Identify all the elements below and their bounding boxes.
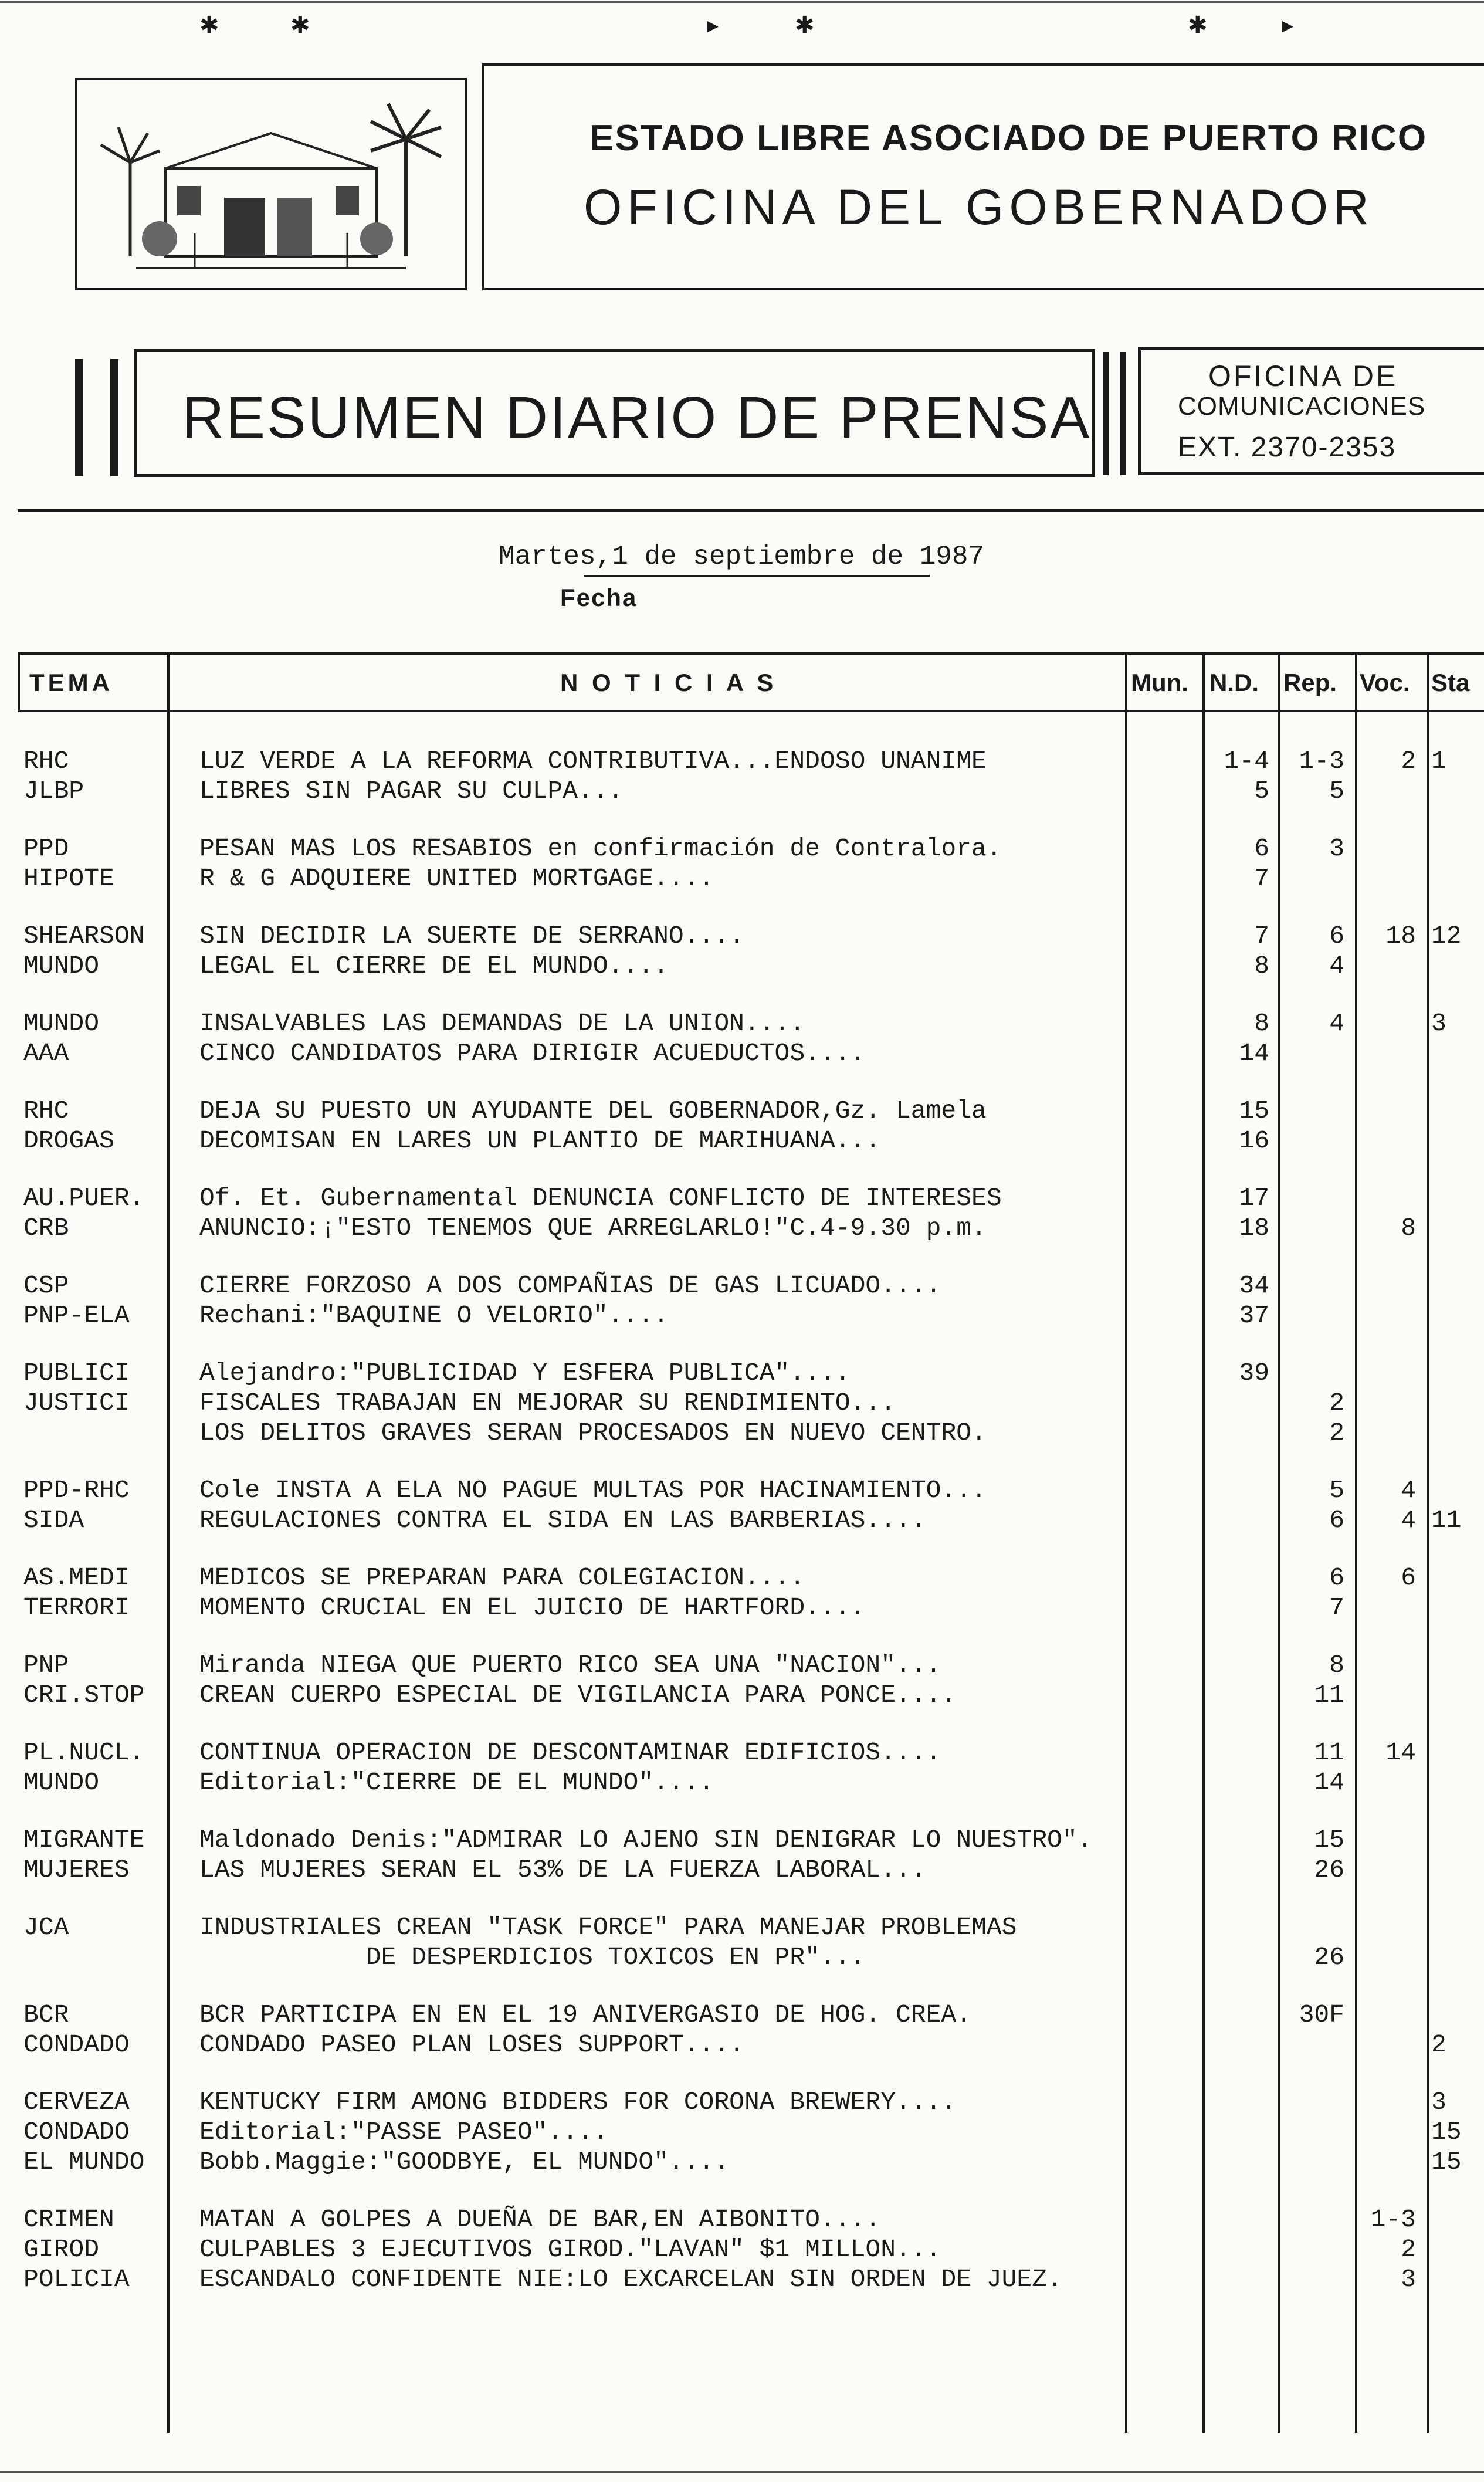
cell-tema: AAA — [23, 1039, 69, 1068]
cell-nd: 5 — [1254, 777, 1269, 805]
banner-divider — [18, 509, 1484, 512]
cell-voc: 4 — [1401, 1506, 1416, 1535]
cell-nd: 37 — [1239, 1301, 1269, 1330]
cell-noticia: LEGAL EL CIERRE DE EL MUNDO.... — [199, 952, 669, 980]
cell-tema: JLBP — [23, 777, 84, 805]
date-value: Martes,1 de septiembre de 1987 — [499, 541, 985, 572]
cell-noticia: CONDADO PASEO PLAN LOSES SUPPORT.... — [199, 2030, 744, 2059]
cell-noticia: CINCO CANDIDATOS PARA DIRIGIR ACUEDUCTOS.... — [199, 1039, 866, 1068]
cell-noticia: Editorial:"PASSE PASEO".... — [199, 2118, 608, 2146]
bottom-edge-line — [0, 2471, 1484, 2473]
cell-noticia: MEDICOS SE PREPARAN PARA COLEGIACION.... — [199, 1563, 805, 1592]
cell-noticia: Of. Et. Gubernamental DENUNCIA CONFLICTO DE INTERESES — [199, 1184, 1002, 1213]
cell-noticia: KENTUCKY FIRM AMONG BIDDERS FOR CORONA BREWERY.... — [199, 2088, 957, 2117]
date-underline — [584, 575, 930, 577]
cell-tema: EL MUNDO — [23, 2148, 145, 2176]
cell-noticia: BCR PARTICIPA EN EN EL 19 ANIVERGASIO DE HOG. CREA. — [199, 2000, 972, 2029]
cell-tema: MUJERES — [23, 1855, 130, 1884]
scan-speck: ▸ — [707, 12, 719, 38]
cell-nd: 14 — [1239, 1039, 1269, 1068]
cell-tema: MUNDO — [23, 952, 100, 980]
cell-noticia: MOMENTO CRUCIAL EN EL JUICIO DE HARTFORD.... — [199, 1593, 866, 1622]
building-illustration-icon — [77, 80, 465, 288]
cell-nd: 7 — [1254, 922, 1269, 950]
cell-voc: 2 — [1401, 2235, 1416, 2264]
cell-noticia: LIBRES SIN PAGAR SU CULPA... — [199, 777, 624, 805]
cell-voc: 3 — [1401, 2265, 1416, 2294]
banner-bar-left-2 — [110, 359, 118, 476]
cell-sta: 12 — [1431, 922, 1462, 950]
office-line1: OFICINA DE — [1208, 360, 1398, 392]
cell-noticia: CIERRE FORZOSO A DOS COMPAÑIAS DE GAS LICUADO.... — [199, 1271, 941, 1300]
cell-tema: PUBLICI — [23, 1359, 130, 1387]
cell-voc: 6 — [1401, 1563, 1416, 1592]
col-divider-voc — [1427, 652, 1429, 2433]
top-edge-line — [0, 1, 1484, 3]
cell-sta: 15 — [1431, 2118, 1462, 2146]
cell-tema: MIGRANTE — [23, 1826, 145, 1854]
cell-sta: 3 — [1431, 1009, 1446, 1038]
col-divider-nd — [1278, 652, 1280, 2433]
cell-tema: RHC — [23, 747, 69, 776]
cell-tema: DROGAS — [23, 1126, 114, 1155]
cell-voc: 2 — [1401, 747, 1416, 776]
cell-rep: 15 — [1314, 1826, 1344, 1854]
banner-bar-right-1 — [1103, 352, 1109, 475]
cell-noticia: Rechani:"BAQUINE O VELORIO".... — [199, 1301, 669, 1330]
cell-nd: 18 — [1239, 1214, 1269, 1242]
cell-tema: HIPOTE — [23, 864, 114, 893]
cell-rep: 4 — [1329, 952, 1344, 980]
cell-rep: 30F — [1299, 2000, 1344, 2029]
cell-noticia: Bobb.Maggie:"GOODBYE, EL MUNDO".... — [199, 2148, 730, 2176]
cell-noticia: Miranda NIEGA QUE PUERTO RICO SEA UNA "NACION"... — [199, 1651, 941, 1680]
cell-noticia: Maldonado Denis:"ADMIRAR LO AJENO SIN DENIGRAR LO NUESTRO". — [199, 1826, 1093, 1854]
cell-nd: 39 — [1239, 1359, 1269, 1387]
cell-rep: 1-3 — [1299, 747, 1344, 776]
date-label: Fecha — [560, 584, 638, 611]
table-top-line — [18, 652, 1484, 655]
cell-voc: 4 — [1401, 1476, 1416, 1505]
cell-noticia: LOS DELITOS GRAVES SERAN PROCESADOS EN NUEVO CENTRO. — [199, 1418, 987, 1447]
cell-noticia: DE DESPERDICIOS TOXICOS EN PR"... — [199, 1943, 866, 1972]
cell-tema: AS.MEDI — [23, 1563, 130, 1592]
scan-speck: ✱ — [290, 12, 310, 38]
cell-noticia: R & G ADQUIERE UNITED MORTGAGE.... — [199, 864, 714, 893]
cell-tema: CRI.STOP — [23, 1681, 145, 1709]
cell-noticia: Cole INSTA A ELA NO PAGUE MULTAS POR HACINAMIENTO... — [199, 1476, 987, 1505]
cell-tema: CERVEZA — [23, 2088, 130, 2117]
scan-speck: ✱ — [199, 12, 219, 38]
cell-tema: SHEARSON — [23, 922, 145, 950]
cell-sta: 3 — [1431, 2088, 1446, 2117]
cell-tema: PPD — [23, 834, 69, 863]
cell-noticia: FISCALES TRABAJAN EN MEJORAR SU RENDIMIENTO... — [199, 1389, 896, 1417]
cell-nd: 16 — [1239, 1126, 1269, 1155]
cell-rep: 6 — [1329, 1506, 1344, 1535]
cell-noticia: Editorial:"CIERRE DE EL MUNDO".... — [199, 1768, 714, 1797]
cell-rep: 11 — [1314, 1681, 1344, 1709]
cell-noticia: MATAN A GOLPES A DUEÑA DE BAR,EN AIBONITO.... — [199, 2205, 881, 2234]
cell-sta: 1 — [1431, 747, 1446, 776]
cell-noticia: ESCANDALO CONFIDENTE NIE:LO EXCARCELAN SIN ORDEN DE JUEZ. — [199, 2265, 1062, 2294]
cell-rep: 5 — [1329, 777, 1344, 805]
cell-noticia: CREAN CUERPO ESPECIAL DE VIGILANCIA PARA PONCE.... — [199, 1681, 957, 1709]
cell-tema: PPD-RHC — [23, 1476, 130, 1505]
cell-tema: CONDADO — [23, 2030, 130, 2059]
table-left-border — [18, 652, 20, 712]
cell-rep: 7 — [1329, 1593, 1344, 1622]
cell-nd: 15 — [1239, 1096, 1269, 1125]
cell-noticia: Alejandro:"PUBLICIDAD Y ESFERA PUBLICA".... — [199, 1359, 851, 1387]
cell-tema: CSP — [23, 1271, 69, 1300]
cell-noticia: ANUNCIO:¡"ESTO TENEMOS QUE ARREGLARLO!"C.4-9.30 p.m. — [199, 1214, 987, 1242]
cell-nd: 6 — [1254, 834, 1269, 863]
cell-tema: SIDA — [23, 1506, 84, 1535]
scan-speck: ▸ — [1282, 12, 1294, 38]
cell-noticia: LUZ VERDE A LA REFORMA CONTRIBUTIVA...ENDOSO UNANIME — [199, 747, 987, 776]
col-header-tema: TEMA — [29, 669, 113, 696]
cell-voc: 1-3 — [1370, 2205, 1416, 2234]
cell-sta: 15 — [1431, 2148, 1462, 2176]
cell-nd: 7 — [1254, 864, 1269, 893]
cell-sta: 11 — [1431, 1506, 1462, 1535]
col-header-noticias: N O T I C I A S — [560, 669, 777, 696]
cell-rep: 5 — [1329, 1476, 1344, 1505]
cell-nd: 8 — [1254, 952, 1269, 980]
cell-rep: 2 — [1329, 1389, 1344, 1417]
cell-noticia: PESAN MAS LOS RESABIOS en confirmación de Contralora. — [199, 834, 1002, 863]
cell-noticia: INDUSTRIALES CREAN "TASK FORCE" PARA MANEJAR PROBLEMAS — [199, 1913, 1017, 1942]
cell-nd: 8 — [1254, 1009, 1269, 1038]
cell-tema: RHC — [23, 1096, 69, 1125]
cell-noticia: DEJA SU PUESTO UN AYUDANTE DEL GOBERNADOR,Gz. Lamela — [199, 1096, 987, 1125]
header-title-box — [482, 63, 1484, 290]
cell-tema: PNP — [23, 1651, 69, 1680]
cell-tema: GIROD — [23, 2235, 100, 2264]
banner-bar-left-1 — [75, 359, 83, 476]
cell-sta: 2 — [1431, 2030, 1446, 2059]
col-header-rep: Rep. — [1283, 669, 1337, 696]
cell-tema: PL.NUCL. — [23, 1738, 145, 1767]
cell-tema: MUNDO — [23, 1009, 100, 1038]
cell-rep: 26 — [1314, 1855, 1344, 1884]
col-divider-mun — [1202, 652, 1205, 2433]
col-divider-tema — [167, 652, 170, 2433]
header-line1: ESTADO LIBRE ASOCIADO DE PUERTO RICO — [589, 118, 1428, 158]
cell-tema: JCA — [23, 1913, 69, 1942]
cell-rep: 26 — [1314, 1943, 1344, 1972]
cell-noticia: REGULACIONES CONTRA EL SIDA EN LAS BARBERIAS.... — [199, 1506, 926, 1535]
cell-nd: 1-4 — [1224, 747, 1269, 776]
cell-tema: AU.PUER. — [23, 1184, 145, 1213]
cell-tema: BCR — [23, 2000, 69, 2029]
col-divider-rep — [1355, 652, 1357, 2433]
cell-rep: 8 — [1329, 1651, 1344, 1680]
cell-tema: TERRORI — [23, 1593, 130, 1622]
cell-tema: MUNDO — [23, 1768, 100, 1797]
col-header-nd: N.D. — [1209, 669, 1259, 696]
cell-rep: 6 — [1329, 922, 1344, 950]
col-header-mun: Mun. — [1131, 669, 1188, 696]
col-header-sta: Sta — [1431, 669, 1470, 696]
cell-rep: 3 — [1329, 834, 1344, 863]
cell-noticia: DECOMISAN EN LARES UN PLANTIO DE MARIHUANA... — [199, 1126, 881, 1155]
cell-rep: 14 — [1314, 1768, 1344, 1797]
cell-nd: 17 — [1239, 1184, 1269, 1213]
office-line3: EXT. 2370-2353 — [1178, 432, 1397, 463]
banner-title: RESUMEN DIARIO DE PRENSA — [182, 385, 1092, 451]
scan-speck: ✱ — [795, 12, 815, 38]
cell-tema: POLICIA — [23, 2265, 130, 2294]
cell-voc: 18 — [1385, 922, 1416, 950]
cell-voc: 14 — [1385, 1738, 1416, 1767]
table-header-bottom-line — [18, 710, 1484, 712]
col-header-voc: Voc. — [1360, 669, 1410, 696]
cell-tema: CONDADO — [23, 2118, 130, 2146]
office-line2: COMUNICACIONES — [1178, 392, 1426, 421]
cell-voc: 8 — [1401, 1214, 1416, 1242]
cell-rep: 6 — [1329, 1563, 1344, 1592]
cell-tema: CRIMEN — [23, 2205, 114, 2234]
cell-noticia: INSALVABLES LAS DEMANDAS DE LA UNION.... — [199, 1009, 805, 1038]
header-line2: OFICINA DEL GOBERNADOR — [584, 180, 1374, 235]
cell-rep: 4 — [1329, 1009, 1344, 1038]
cell-tema: PNP-ELA — [23, 1301, 130, 1330]
cell-noticia: LAS MUJERES SERAN EL 53% DE LA FUERZA LABORAL... — [199, 1855, 926, 1884]
cell-rep: 2 — [1329, 1418, 1344, 1447]
cell-noticia: SIN DECIDIR LA SUERTE DE SERRANO.... — [199, 922, 744, 950]
cell-tema: JUSTICI — [23, 1389, 130, 1417]
scan-speck: ✱ — [1188, 12, 1208, 38]
cell-noticia: CONTINUA OPERACION DE DESCONTAMINAR EDIFICIOS.... — [199, 1738, 941, 1767]
cell-rep: 11 — [1314, 1738, 1344, 1767]
cell-nd: 34 — [1239, 1271, 1269, 1300]
cell-noticia: CULPABLES 3 EJECUTIVOS GIROD."LAVAN" $1 MILLON... — [199, 2235, 941, 2264]
banner-bar-right-2 — [1120, 352, 1126, 475]
logo-box — [75, 78, 467, 290]
cell-tema: CRB — [23, 1214, 69, 1242]
